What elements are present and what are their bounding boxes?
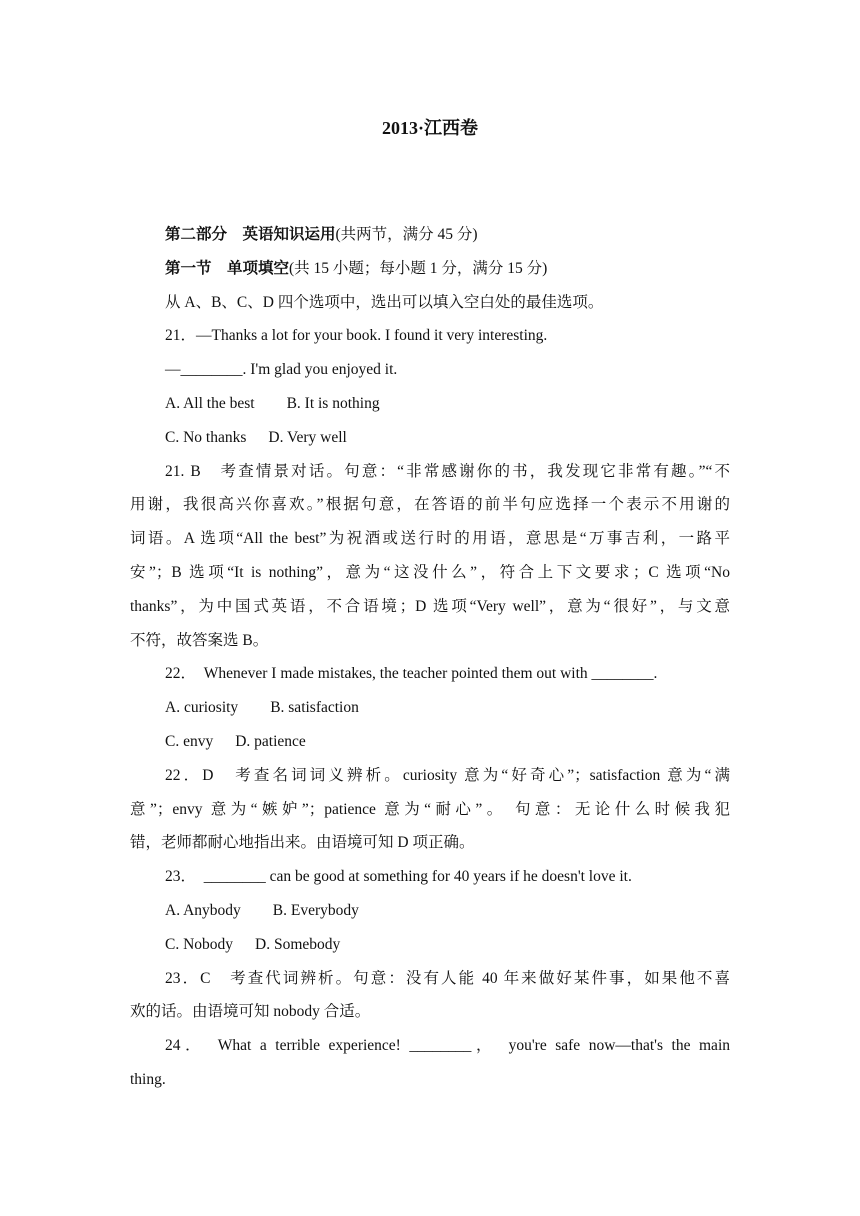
q23-options-cd [130, 928, 730, 962]
q23-explanation-line-1: 23．C 考查代词辨析。句意：没有人能 40 年来做好某件事，如果他不喜 [165, 969, 730, 987]
question-22: 22． Whenever I made mistakes, the teacher pointed them out with ________. [165, 665, 658, 683]
q23-option-b: B. Everybody [272, 901, 359, 919]
q23-option-a: A. Anybody [165, 901, 241, 919]
q21-options-cd [130, 421, 730, 455]
question-24-continued: thing. [130, 1070, 166, 1088]
q21-option-d: D. Very well [268, 428, 347, 446]
q21-explanation-line-1: 21. B 考查情景对话。句意：“非常感谢你的书，我发现它非常有趣。”“不 [165, 462, 730, 480]
question-21-reply: —________. I'm glad you enjoyed it. [165, 361, 398, 379]
document-body [130, 218, 730, 1097]
instruction: 从 A、B、C、D 四个选项中，选出可以填入空白处的最佳选项。 [165, 293, 604, 311]
q22-explanation-line-2: 意”；envy 意为“嫉妒”；patience 意为“耐心”。 句意：无论什么时候我犯 [130, 800, 730, 818]
q21-explanation-line-3: 词语。A 选项“All the best”为祝酒或送行时的用语，意思是“万事吉利，一路平 [130, 530, 730, 548]
question-24: 24． What a terrible experience! ________， you're safe now—that's the main [165, 1037, 730, 1055]
q21-option-a: A. All the best [165, 394, 255, 412]
q21-explanation-line-6: 不符，故答案选 B。 [130, 631, 269, 649]
q22-option-a: A. curiosity [165, 699, 239, 717]
q23-explanation-line-2: 欢的话。由语境可知 nobody 合适。 [130, 1003, 371, 1021]
q21-option-b: B. It is nothing [286, 394, 380, 412]
q22-option-b: B. satisfaction [270, 699, 359, 717]
q23-options-ab [130, 894, 730, 928]
question-23: 23． ________ can be good at something for 40 years if he doesn't love it. [165, 868, 632, 886]
sub-note: (共 15 小题；每小题 1 分，满分 15 分) [289, 259, 548, 277]
q23-option-c: C. Nobody [165, 935, 234, 953]
question-21: 21．—Thanks a lot for your book. I found it very interesting. [165, 327, 548, 345]
q21-explanation-line-2: 用谢，我很高兴你喜欢。”根据句意，在答语的前半句应选择一个表示不用谢的 [130, 496, 730, 514]
q22-option-c: C. envy [165, 732, 214, 750]
q22-options-cd [130, 725, 730, 759]
sub-heading: 第一节 单项填空 [165, 259, 290, 277]
q21-explanation-line-5: thanks”，为中国式英语，不合语境；D 选项“Very well”，意为“很好”，与文意 [130, 597, 730, 615]
part-note: (共两节，满分 45 分) [335, 226, 478, 243]
q21-options-ab [130, 387, 730, 421]
q22-options-ab [130, 691, 730, 725]
q22-explanation-line-3: 错，老师都耐心地指出来。由语境可知 D 项正确。 [130, 834, 475, 852]
q22-explanation-line-1: 22．D 考查名词词义辨析。curiosity 意为“好奇心”；satisfaction 意为“满 [165, 766, 730, 784]
q22-option-d: D. patience [235, 732, 306, 750]
sub-heading-line [130, 252, 730, 286]
part-heading-line [130, 218, 730, 252]
q23-option-d: D. Somebody [255, 935, 341, 953]
q21-option-c: C. No thanks [165, 428, 247, 446]
part-heading: 第二部分 英语知识运用 [165, 226, 336, 243]
page-title: 2013·江西卷 [381, 118, 478, 138]
q21-explanation-line-4: 安”；B 选项“It is nothing”，意为“这没什么”，符合上下文要求；C 选项“No [130, 563, 730, 581]
